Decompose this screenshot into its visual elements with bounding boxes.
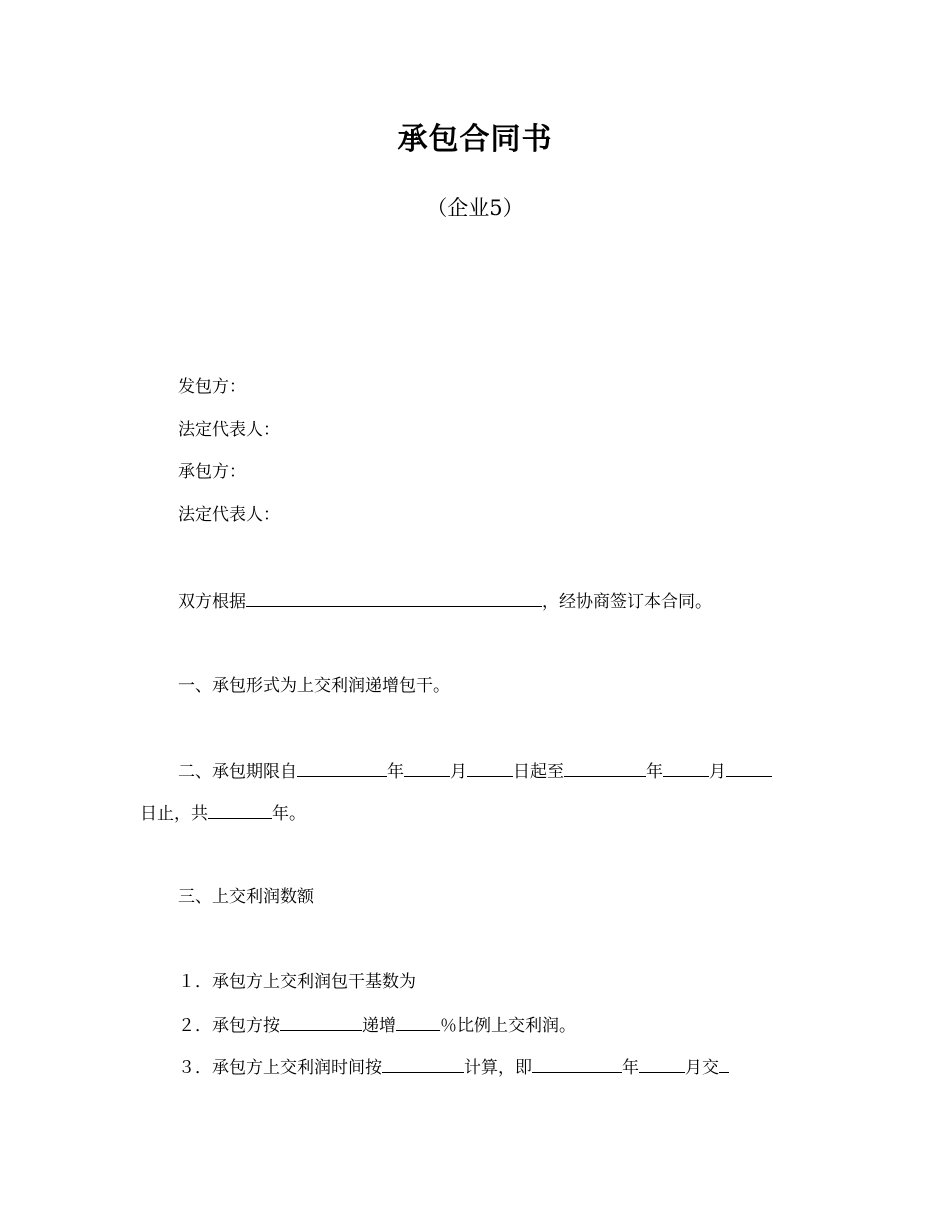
start-day-blank [467, 760, 513, 777]
clause-2-prefix: 二、承包期限自 [178, 762, 297, 782]
item-2-suffix: ％比例上交利润。 [440, 1016, 576, 1036]
clause-2-month1: 月 [450, 762, 467, 782]
item-3-year: 年 [622, 1058, 639, 1078]
clause-2-day-until: 日止，共 [140, 804, 208, 824]
clause-2-years-end: 年。 [272, 804, 306, 824]
start-month-blank [404, 760, 450, 777]
intro-after: ，经协商签订本合同。 [542, 592, 712, 612]
clause-3-heading: 三、上交利润数额 [178, 887, 314, 907]
document-title: 承包合同书 [397, 122, 553, 157]
end-day-blank [726, 760, 772, 777]
percent-blank [396, 1014, 440, 1031]
clause-1: 一、承包形式为上交利润递增包干。 [178, 676, 450, 696]
item-3-prefix: ３．承包方上交利润时间按 [178, 1058, 382, 1078]
contractor-label: 承包方： [178, 462, 246, 482]
clause-3-item-2 [178, 1014, 576, 1037]
item-3-middle: 计算，即 [464, 1058, 532, 1078]
clause-2-year1: 年 [387, 762, 404, 782]
item-2-prefix: ２．承包方按 [178, 1016, 280, 1036]
increment-basis-blank [280, 1014, 362, 1031]
intro-before: 双方根据 [178, 592, 246, 612]
trailing-blank [719, 1056, 729, 1073]
clause-2-year2: 年 [646, 762, 663, 782]
payment-month-blank [639, 1056, 685, 1073]
end-year-blank [564, 760, 646, 777]
total-years-blank [208, 802, 272, 819]
item-2-middle: 递增 [362, 1016, 396, 1036]
clause-2-month2: 月 [709, 762, 726, 782]
end-month-blank [663, 760, 709, 777]
contractor-rep-label: 法定代表人： [178, 505, 280, 525]
document-subtitle: （企业5） [426, 196, 524, 220]
calculation-basis-blank [382, 1056, 464, 1073]
intro-paragraph [178, 590, 712, 613]
payment-year-blank [532, 1056, 622, 1073]
start-year-blank [297, 760, 387, 777]
employer-label: 发包方： [178, 377, 246, 397]
employer-rep-label: 法定代表人： [178, 420, 280, 440]
clause-3-item-1: １．承包方上交利润包干基数为 [178, 972, 416, 992]
clause-2-line-1 [178, 760, 772, 783]
basis-blank [246, 590, 542, 607]
clause-3-item-3 [178, 1056, 729, 1079]
clause-2-day-from: 日起至 [513, 762, 564, 782]
clause-2-line-2 [140, 802, 306, 825]
item-3-suffix: 月交 [685, 1058, 719, 1078]
